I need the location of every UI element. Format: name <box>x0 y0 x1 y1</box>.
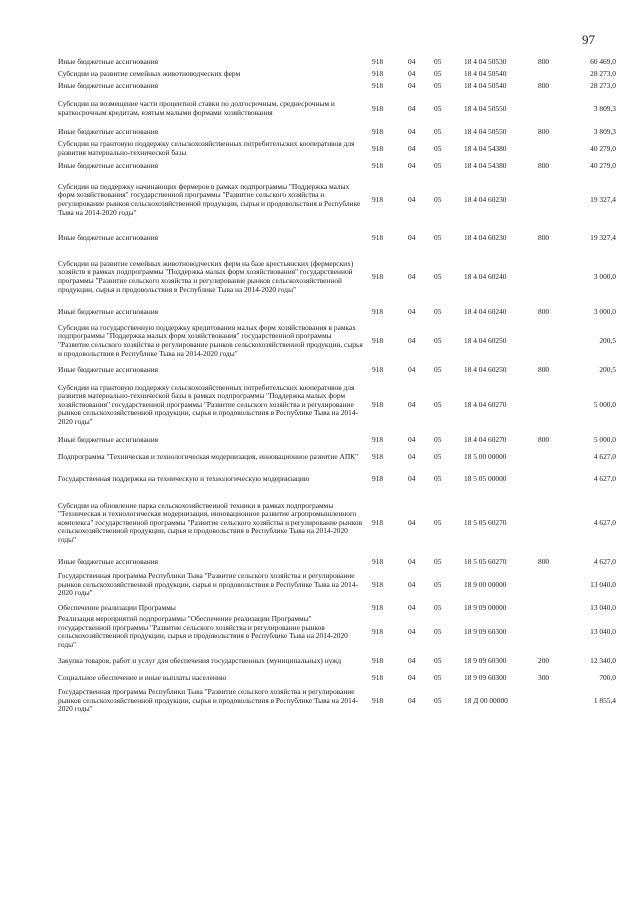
row-section-code: 04 <box>408 556 416 566</box>
row-amount: 12 340,0 <box>590 655 616 665</box>
row-amount: 1 855,4 <box>593 695 616 705</box>
table-row <box>58 228 616 248</box>
row-name: Социальное обеспечение и иные выплаты населению <box>58 672 227 682</box>
table-row <box>58 684 616 718</box>
table-row <box>58 568 616 602</box>
row-ministry-code: 918 <box>372 556 384 566</box>
row-target-code: 18 9 09 60300 <box>464 672 507 682</box>
table-row <box>58 490 616 556</box>
row-target-code: 18 4 04 50540 <box>464 68 507 78</box>
row-section-code: 04 <box>408 335 416 345</box>
row-expense-type: 800 <box>538 160 550 170</box>
row-subsection-code: 05 <box>434 56 442 66</box>
row-expense-type: 800 <box>538 56 550 66</box>
row-name: Обеспечение реализации Программы <box>58 602 176 612</box>
row-ministry-code: 918 <box>372 473 384 483</box>
row-ministry-code: 918 <box>372 160 384 170</box>
row-expense-type: 800 <box>538 364 550 374</box>
row-amount: 700,0 <box>599 672 616 682</box>
row-expense-type <box>538 468 566 490</box>
table-row <box>58 56 616 68</box>
table-row <box>58 306 616 318</box>
row-ministry-code: 918 <box>372 451 384 461</box>
row-subsection-code: 05 <box>434 655 442 665</box>
row-section-code: 04 <box>408 602 416 612</box>
row-amount: 3 000,0 <box>593 271 616 281</box>
row-expense-type <box>538 568 566 602</box>
row-expense-type <box>538 614 566 650</box>
row-ministry-code: 918 <box>372 602 384 612</box>
row-expense-type <box>538 248 566 306</box>
row-amount: 13 040,0 <box>590 626 616 636</box>
row-name: Субсидии на грантовую поддержку сельскохозяйственных потребительских кооперативов для развития материально-технической базы <box>58 139 355 157</box>
row-target-code: 18 4 04 60270 <box>464 434 507 444</box>
row-section-code: 04 <box>408 103 416 113</box>
row-name: Иные бюджетные ассигнования <box>58 80 159 90</box>
budget-rows <box>58 56 616 718</box>
row-name: Реализация мероприятий подпрограммы "Обеспечение реализации Программы" государственной программы "Развитие сельского хозяйства и регулирование рынков сельскохозяйственной продукции, сырья и продовольствия в Республике Тыва на 2014-2020 годы" <box>58 614 348 649</box>
table-row <box>58 138 616 160</box>
row-target-code: 18 4 04 50530 <box>464 56 507 66</box>
table-row <box>58 92 616 126</box>
row-amount: 40 279,0 <box>590 143 616 153</box>
row-section-code: 04 <box>408 434 416 444</box>
row-section-code: 04 <box>408 473 416 483</box>
row-name: Иные бюджетные ассигнования <box>58 364 159 374</box>
row-name: Подпрограмма "Техническая и технологическая модернизация, инновационное развитие АПК" <box>58 451 359 461</box>
row-subsection-code: 05 <box>434 194 442 204</box>
row-section-code: 04 <box>408 80 416 90</box>
row-section-code: 04 <box>408 364 416 374</box>
row-section-code: 04 <box>408 194 416 204</box>
row-subsection-code: 05 <box>434 626 442 636</box>
row-amount: 3 000,0 <box>593 306 616 316</box>
row-name: Государственная поддержка на техническую и технологическую модернизацию <box>58 473 310 483</box>
row-ministry-code: 918 <box>372 695 384 705</box>
row-target-code: 18 5 05 00000 <box>464 473 507 483</box>
row-name: Иные бюджетные ассигнования <box>58 306 159 316</box>
row-name: Субсидии на обновление парка сельскохозяйственной техники в рамках подпрограммы "Техническая и технологическая модернизация, инновационное развитие агропромышленного комплекса" государственной программы "Развитие сельского хозяйства и регулирование рынков сельскохозяйственной продукции, сырья и продовольствия в Республике Тыва на 2014-2020 годы" <box>58 500 363 544</box>
row-expense-type <box>538 446 566 468</box>
row-target-code: 18 4 04 60230 <box>464 232 507 242</box>
table-row <box>58 468 616 490</box>
table-row <box>58 364 616 376</box>
row-name: Иные бюджетные ассигнования <box>58 56 159 66</box>
row-amount: 28 273,0 <box>590 68 616 78</box>
row-section-code: 04 <box>408 56 416 66</box>
row-expense-type <box>538 318 566 364</box>
table-row <box>58 434 616 446</box>
row-amount: 5 000,0 <box>593 399 616 409</box>
row-subsection-code: 05 <box>434 602 442 612</box>
row-name: Субсидии на развитие семейных животноводческих ферм на базе крестьянских (фермерских) хозяйств в рамках подпрограммы "Поддержка малых форм хозяйствования" государственной программы "Развитие сельского хозяйства и регулирование рынков сельскохозяйственной продукции, сырья и продовольствия в Республике Тыва на 2014-2020 годы" <box>58 258 354 294</box>
table-row <box>58 650 616 672</box>
table-row <box>58 160 616 172</box>
row-subsection-code: 05 <box>434 579 442 589</box>
row-expense-type <box>538 602 566 614</box>
row-amount: 28 273,0 <box>590 80 616 90</box>
table-row <box>58 80 616 92</box>
row-ministry-code: 918 <box>372 626 384 636</box>
row-subsection-code: 05 <box>434 335 442 345</box>
row-name: Иные бюджетные ассигнования <box>58 160 159 170</box>
row-section-code: 04 <box>408 579 416 589</box>
row-subsection-code: 05 <box>434 80 442 90</box>
row-subsection-code: 05 <box>434 160 442 170</box>
row-section-code: 04 <box>408 655 416 665</box>
table-row <box>58 318 616 364</box>
row-amount: 60 469,0 <box>590 56 616 66</box>
row-expense-type <box>538 376 566 434</box>
row-subsection-code: 05 <box>434 556 442 566</box>
row-section-code: 04 <box>408 306 416 316</box>
row-amount: 200,5 <box>599 335 616 345</box>
row-subsection-code: 05 <box>434 473 442 483</box>
row-expense-type: 800 <box>538 126 550 136</box>
row-name: Иные бюджетные ассигнования <box>58 434 159 444</box>
row-target-code: 18 9 09 60300 <box>464 655 507 665</box>
row-target-code: 18 Д 00 00000 <box>464 695 508 705</box>
row-ministry-code: 918 <box>372 68 384 78</box>
table-row <box>58 126 616 138</box>
row-ministry-code: 918 <box>372 232 384 242</box>
row-target-code: 18 4 04 60250 <box>464 364 507 374</box>
row-expense-type <box>538 92 566 126</box>
table-row <box>58 672 616 684</box>
row-name: Государственная программа Республики Тыва "Развитие сельского хозяйства и регулирование рынков сельскохозяйственной продукции, сырья и продовольствия в Республике Тыва на 2014-2020 годы" <box>58 571 358 598</box>
row-expense-type <box>538 68 566 80</box>
row-amount: 19 327,4 <box>590 232 616 242</box>
row-amount: 5 000,0 <box>593 434 616 444</box>
row-target-code: 18 5 05 60270 <box>464 556 507 566</box>
row-subsection-code: 05 <box>434 451 442 461</box>
row-amount: 4 627,0 <box>593 451 616 461</box>
row-section-code: 04 <box>408 399 416 409</box>
row-amount: 4 627,0 <box>593 556 616 566</box>
row-ministry-code: 918 <box>372 364 384 374</box>
row-name: Закупка товаров, работ и услуг для обеспечения государственных (муниципальных) нужд <box>58 655 342 665</box>
row-target-code: 18 4 04 60240 <box>464 306 507 316</box>
row-ministry-code: 918 <box>372 399 384 409</box>
table-row <box>58 248 616 306</box>
table-row <box>58 68 616 80</box>
row-section-code: 04 <box>408 672 416 682</box>
row-target-code: 18 4 04 60250 <box>464 335 507 345</box>
row-subsection-code: 05 <box>434 399 442 409</box>
row-subsection-code: 05 <box>434 306 442 316</box>
row-section-code: 04 <box>408 626 416 636</box>
row-section-code: 04 <box>408 126 416 136</box>
row-name: Иные бюджетные ассигнования <box>58 126 159 136</box>
row-section-code: 04 <box>408 160 416 170</box>
row-amount: 13 040,0 <box>590 579 616 589</box>
row-ministry-code: 918 <box>372 434 384 444</box>
row-amount: 200,5 <box>599 364 616 374</box>
row-amount: 13 040,0 <box>590 602 616 612</box>
row-name: Субсидии на поддержку начинающих фермеров в рамках подпрограммы "Поддержка малых форм хозяйствования" государственной программы "Развитие сельского хозяйства и регулирование рынков сельскохозяйственной продукции, сырья и продовольствия в Республике Тыва на 2014-2020 годы" <box>58 181 361 217</box>
row-subsection-code: 05 <box>434 126 442 136</box>
row-ministry-code: 918 <box>372 655 384 665</box>
row-target-code: 18 4 04 54380 <box>464 143 507 153</box>
row-section-code: 04 <box>408 232 416 242</box>
row-ministry-code: 918 <box>372 517 384 527</box>
table-row <box>58 172 616 228</box>
row-subsection-code: 05 <box>434 232 442 242</box>
row-expense-type <box>538 138 566 160</box>
row-subsection-code: 05 <box>434 434 442 444</box>
row-section-code: 04 <box>408 271 416 281</box>
row-expense-type <box>538 490 566 556</box>
row-expense-type: 800 <box>538 80 550 90</box>
table-row <box>58 376 616 434</box>
row-expense-type: 800 <box>538 306 550 316</box>
row-expense-type <box>538 684 566 718</box>
row-amount: 4 627,0 <box>593 473 616 483</box>
row-name: Иные бюджетные ассигнования <box>58 232 159 242</box>
row-ministry-code: 918 <box>372 126 384 136</box>
row-target-code: 18 5 00 00000 <box>464 451 507 461</box>
row-expense-type: 200 <box>538 655 550 665</box>
row-subsection-code: 05 <box>434 695 442 705</box>
row-ministry-code: 918 <box>372 194 384 204</box>
row-target-code: 18 9 09 60300 <box>464 626 507 636</box>
row-subsection-code: 05 <box>434 517 442 527</box>
row-amount: 3 809,3 <box>593 103 616 113</box>
row-target-code: 18 4 04 60240 <box>464 271 507 281</box>
row-target-code: 18 4 04 54380 <box>464 160 507 170</box>
row-target-code: 18 4 04 50550 <box>464 126 507 136</box>
row-target-code: 18 9 00 00000 <box>464 579 507 589</box>
row-expense-type: 800 <box>538 556 550 566</box>
table-row <box>58 602 616 614</box>
row-ministry-code: 918 <box>372 143 384 153</box>
table-row <box>58 446 616 468</box>
row-subsection-code: 05 <box>434 68 442 78</box>
row-target-code: 18 4 04 60270 <box>464 399 507 409</box>
page-number: 97 <box>582 32 595 47</box>
row-amount: 3 809,3 <box>593 126 616 136</box>
budget-table <box>58 56 616 718</box>
row-ministry-code: 918 <box>372 579 384 589</box>
row-expense-type: 800 <box>538 434 550 444</box>
row-amount: 40 279,0 <box>590 160 616 170</box>
row-target-code: 18 4 04 50540 <box>464 80 507 90</box>
row-expense-type: 300 <box>538 672 550 682</box>
row-target-code: 18 9 09 00000 <box>464 602 507 612</box>
row-target-code: 18 5 05 60270 <box>464 517 507 527</box>
row-name: Иные бюджетные ассигнования <box>58 556 159 566</box>
table-row <box>58 614 616 650</box>
row-section-code: 04 <box>408 517 416 527</box>
row-ministry-code: 918 <box>372 335 384 345</box>
row-ministry-code: 918 <box>372 271 384 281</box>
row-subsection-code: 05 <box>434 103 442 113</box>
row-subsection-code: 05 <box>434 672 442 682</box>
row-name: Субсидии на грантовую поддержку сельскохозяйственных потребительских кооперативов для развития материально-технической базы в рамках подпрограммы "Поддержка малых форм хозяйствования" государственной программы "Развитие сельского хозяйства и регулирование рынков сельскохозяйственной продукции, сырья и продовольствия в Республике Тыва на 2014-2020 годы" <box>58 382 358 426</box>
row-section-code: 04 <box>408 451 416 461</box>
row-ministry-code: 918 <box>372 80 384 90</box>
row-ministry-code: 918 <box>372 672 384 682</box>
row-subsection-code: 05 <box>434 143 442 153</box>
row-name: Субсидии на возмещение части процентной ставки по долгосрочным, среднесрочным и краткосрочным кредитам, взятым малыми формами хозяйствования <box>58 99 335 117</box>
row-expense-type: 800 <box>538 232 550 242</box>
row-ministry-code: 918 <box>372 306 384 316</box>
row-name: Субсидии на развитие семейных животноводческих ферм <box>58 68 241 78</box>
row-section-code: 04 <box>408 695 416 705</box>
row-amount: 19 327,4 <box>590 194 616 204</box>
row-name: Субсидии на государственную поддержку кредитования малых форм хозяйствования в рамках подпрограммы "Поддержка малых форм хозяйствования" государственной программы "Развитие сельского хозяйства и регулирование рынков сельскохозяйственной продукции, сырья и продовольствия в Республике Тыва на 2014-2020 годы" <box>58 322 363 358</box>
row-ministry-code: 918 <box>372 103 384 113</box>
row-section-code: 04 <box>408 143 416 153</box>
row-target-code: 18 4 04 50550 <box>464 103 507 113</box>
row-target-code: 18 4 04 60230 <box>464 194 507 204</box>
row-subsection-code: 05 <box>434 271 442 281</box>
row-amount: 4 627,0 <box>593 517 616 527</box>
row-ministry-code: 918 <box>372 56 384 66</box>
table-row <box>58 556 616 568</box>
row-subsection-code: 05 <box>434 364 442 374</box>
row-section-code: 04 <box>408 68 416 78</box>
row-expense-type <box>538 172 566 228</box>
row-name: Государственная программа Республики Тыва "Развитие сельского хозяйства и регулирование рынков сельскохозяйственной продукции, сырья и продовольствия в Республике Тыва на 2014-2020 годы" <box>58 687 358 714</box>
